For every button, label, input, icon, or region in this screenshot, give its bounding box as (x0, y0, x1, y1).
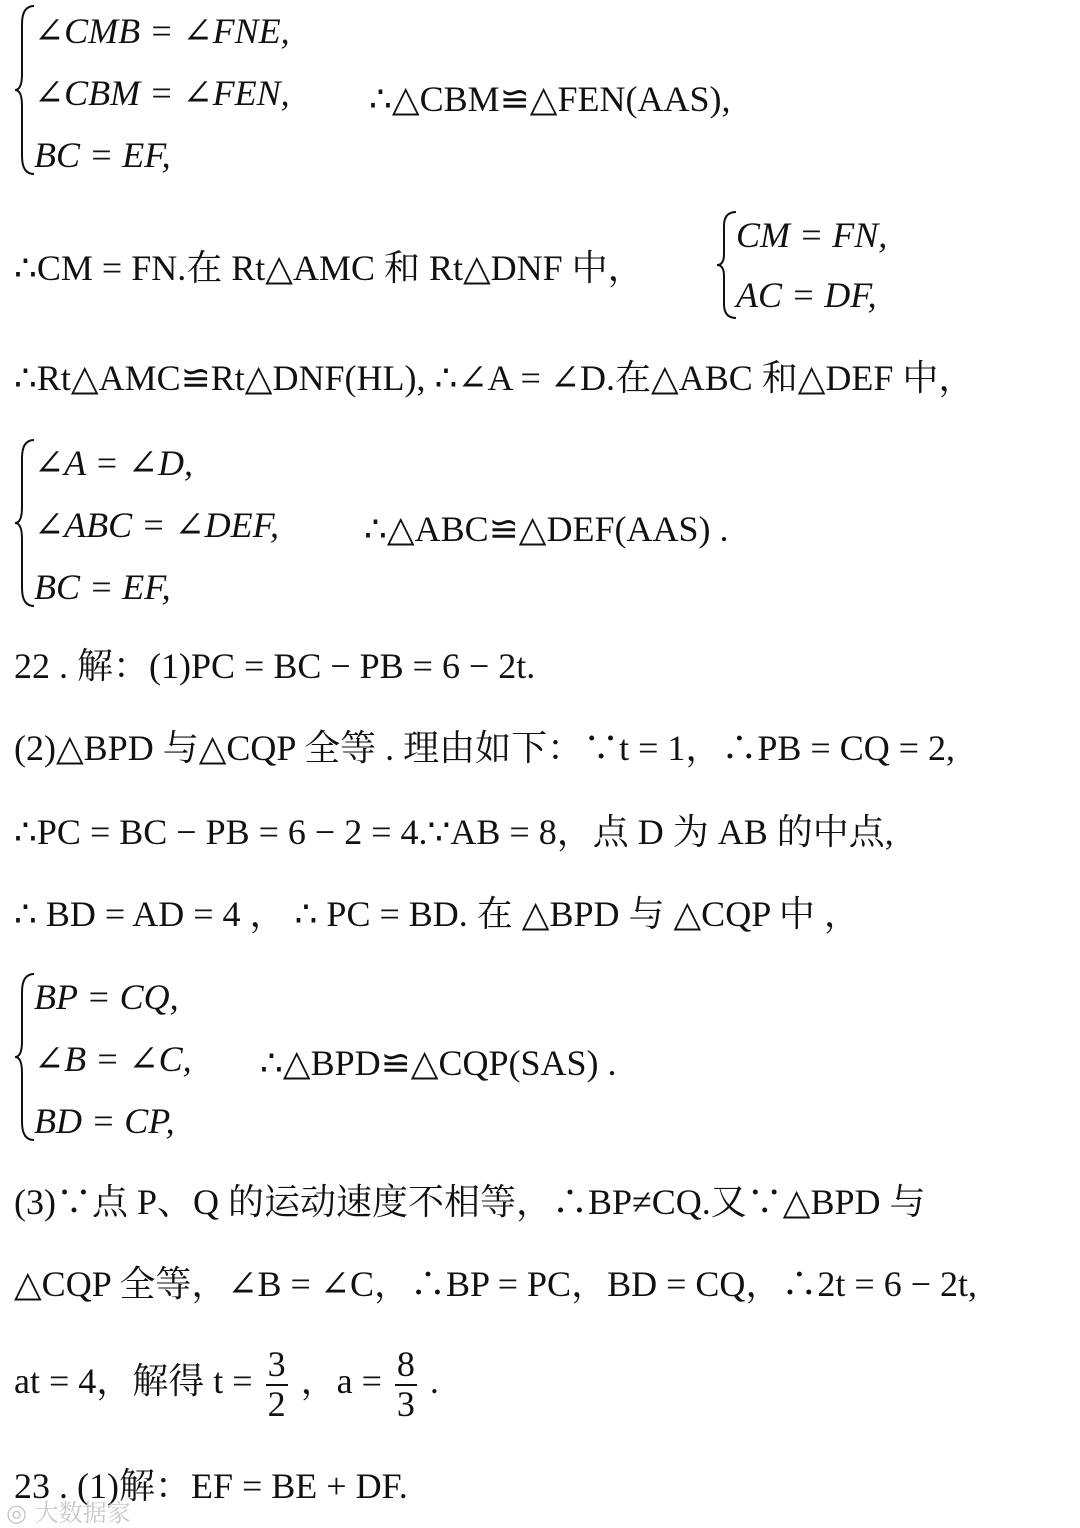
question-22-part3-line1: (3)∵点 P、Q 的运动速度不相等，∴BP≠CQ.又∵△BPD 与 (14, 1182, 926, 1222)
equation-row: BC = EF, (34, 135, 171, 175)
brace-system-cm-ac (716, 210, 916, 320)
brace-system-bpd-cqp (14, 972, 774, 1142)
fraction-denominator: 3 (396, 1383, 415, 1424)
equation-row: CM = FN, (736, 215, 888, 255)
fraction-denominator: 2 (267, 1383, 286, 1424)
fraction-numerator: 3 (267, 1344, 286, 1384)
equation-row: ∠A = ∠D, (34, 443, 193, 483)
equation-row: BD = CP, (34, 1101, 175, 1141)
text-line: ∴Rt△AMC≌Rt△DNF(HL), ∴∠A = ∠D.在△ABC 和△DEF 中， (14, 358, 975, 398)
equation-row: AC = DF, (736, 275, 877, 315)
fraction-t (266, 1346, 288, 1424)
solution-prefix: at = 4，解得 t = (14, 1361, 253, 1402)
text-line: ∴PC = BC − PB = 6 − 2 = 4.∵AB = 8，点 D 为 AB 的中点, (14, 812, 894, 852)
solution-end: . (429, 1361, 439, 1402)
equation-row: ∠CMB = ∠FNE, (34, 11, 290, 51)
text-line: ∴ BD = AD = 4 ， ∴ PC = BD. 在 △BPD 与 △CQP 中 ， (14, 894, 860, 934)
brace-system-cbm-fen (14, 4, 814, 176)
left-brace (716, 210, 738, 320)
fraction-a (395, 1346, 417, 1424)
conclusion-text: ∴△CBM≌△FEN(AAS), (369, 79, 731, 119)
equation-row: ∠ABC = ∠DEF, (34, 505, 279, 545)
brace-system-abc-def (14, 438, 834, 608)
question-23: 23 . (1)解：EF = BE + DF. (14, 1466, 408, 1506)
equation-row: BC = EF, (34, 567, 171, 607)
equation-row: ∠B = ∠C, (34, 1039, 192, 1079)
question-22-part2: (2)△BPD 与△CQP 全等 . 理由如下：∵t = 1，∴PB = CQ = 2, (14, 728, 956, 768)
equation-row: BP = CQ, (34, 977, 179, 1017)
solution-mid: ，a = (300, 1361, 382, 1402)
left-brace (14, 972, 36, 1142)
fraction-numerator: 8 (396, 1344, 415, 1384)
equation-row: ∠CBM = ∠FEN, (34, 73, 290, 113)
solution-line (14, 1346, 439, 1424)
conclusion-text: ∴△ABC≌△DEF(AAS) . (364, 509, 729, 549)
conclusion-text: ∴△BPD≌△CQP(SAS) . (260, 1043, 617, 1083)
watermark: ◎ 大数据家 (6, 1499, 131, 1527)
left-brace (14, 438, 36, 608)
question-22-part1: 22 . 解：(1)PC = BC − PB = 6 − 2t. (14, 646, 536, 686)
text-line: ∴CM = FN.在 Rt△AMC 和 Rt△DNF 中， (14, 248, 644, 288)
text-line: △CQP 全等，∠B = ∠C，∴BP = PC，BD = CQ，∴2t = 6 − 2t, (14, 1264, 978, 1304)
left-brace (14, 4, 36, 176)
